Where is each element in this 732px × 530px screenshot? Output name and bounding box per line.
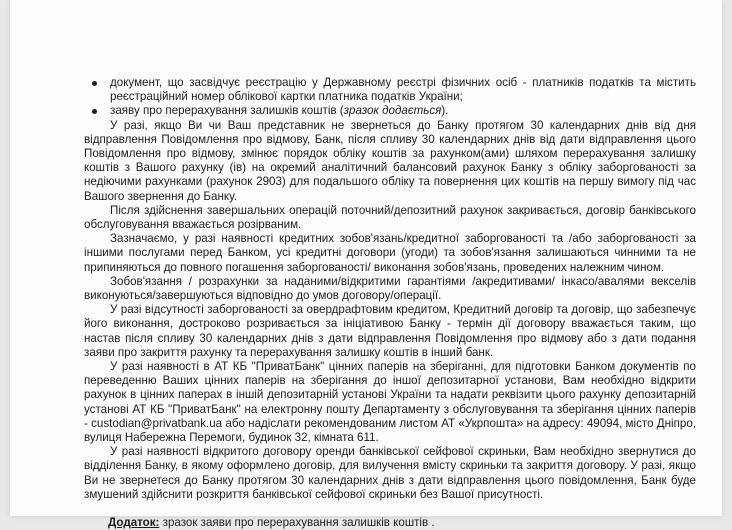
bullet-icon <box>92 81 97 86</box>
paragraph-safe-deposit: У разі наявності відкритого договору оренди банківської сейфової скриньки, Вам необхідно звернутися до відділення Банку, в якому оформлено договір, для вилучення вмісту скриньки та закриття договору. У разі, якщо Ви не звернетеся до Банку протягом 30 календарних днів з дати відправлення цього повідомлення, Банк буде змушений здійснити розкриття банківської сейфової скриньки без Вашої присутності. <box>84 445 696 501</box>
attachment-text: зразок заяви про перерахування залишків коштів . <box>159 516 435 530</box>
sample-attached-note: зразок додається <box>343 104 442 118</box>
document-page <box>10 0 722 530</box>
list-item-text: документ, що засвідчує реєстрацію у Державному реєстрі фізичних осіб - платників податків та містить реєстраційний номер облікової картки платника податків України; <box>110 76 696 104</box>
list-item <box>84 104 696 118</box>
bullet-icon <box>92 109 97 114</box>
paragraph-credit-obligations: Зазначаємо, у разі наявності кредитних зобов'язань/кредитної заборгованості та /або заборгованості за іншими послугами перед Банком, усі кредитні договори (угоди) та зобов'язання залишаються чинними та не припиняються до повного погашення заборгованості/ виконання зобов'язань, проведених належним чином. <box>84 232 696 274</box>
attachment-label: Додаток: <box>108 516 160 530</box>
list-item-text-end: ). <box>441 104 449 118</box>
document-body <box>84 76 696 530</box>
paragraph-overdraft: У разі відсутності заборгованості за овердрафтовим кредитом, Кредитний договір та договір, що забезпечує його виконання, достроково розривається за ініціативою Банку - термін дії договору вважається таким, що настав після спливу 30 календарних днів з дати відправлення Повідомлення про відмову або з дати подання заяви про закриття рахунку та перерахування залишку коштів в інший банк. <box>84 303 696 359</box>
list-item-text: заяву про перерахування залишків коштів ( <box>110 104 344 118</box>
paragraph-account-closure: Після здійснення завершальних операцій поточний/депозитний рахунок закривається, договір банківського обслуговування вважається розірваним. <box>84 203 696 232</box>
paragraph-securities: У разі наявності в АТ КБ "ПриватБанк" цінних паперів на зберіганні, для підготовки Банком документів по переведенню Ваших цінних паперів на зберігання до іншої депозитарної установи, Вам необхідно відкрити рахунок в цінних паперах в іншій депозитарній установі України та надати реквізити цього рахунку депозитарній установі АТ КБ "ПриватБанк" на електронну пошту Департаменту з обслуговування та зберігання цінних паперів - custodian@privatbank.ua або надіслати рекомендованим листом АТ «Укрпошта» на адресу: 49094, місто Дніпро, вулиця Набережна Перемоги, будинок 32, кімната 611. <box>84 360 696 445</box>
required-documents-list <box>84 76 696 119</box>
spacer <box>84 502 696 516</box>
attachment-note <box>84 516 696 530</box>
paragraph-no-response: У разі, якщо Ви чи Ваш представник не звернеться до Банку протягом 30 календарних днів від дня відправлення Повідомлення про відмову, Банк, після спливу 30 календарних днів від дати відправлення цього Повідомлення про відмову, змінює порядок обліку коштів за рахунком(ами) шляхом перерахування залишку коштів з Вашого рахунку (ів) на окремий аналітичний балансовий рахунок Банку з обліку заборгованості за недіючими рахунками (рахунок 2903) для подальшого обліку та повернення цих коштів на першу вимогу під час Вашого звернення до Банку. <box>84 118 696 203</box>
list-item <box>84 76 696 104</box>
paragraph-guarantees: Зобов'язання / розрахунки за наданими/відкритими гарантіями /акредитивами/ інкасо/авалями векселів виконуються/завершуються відповідно до умов договору/операції. <box>84 274 696 303</box>
